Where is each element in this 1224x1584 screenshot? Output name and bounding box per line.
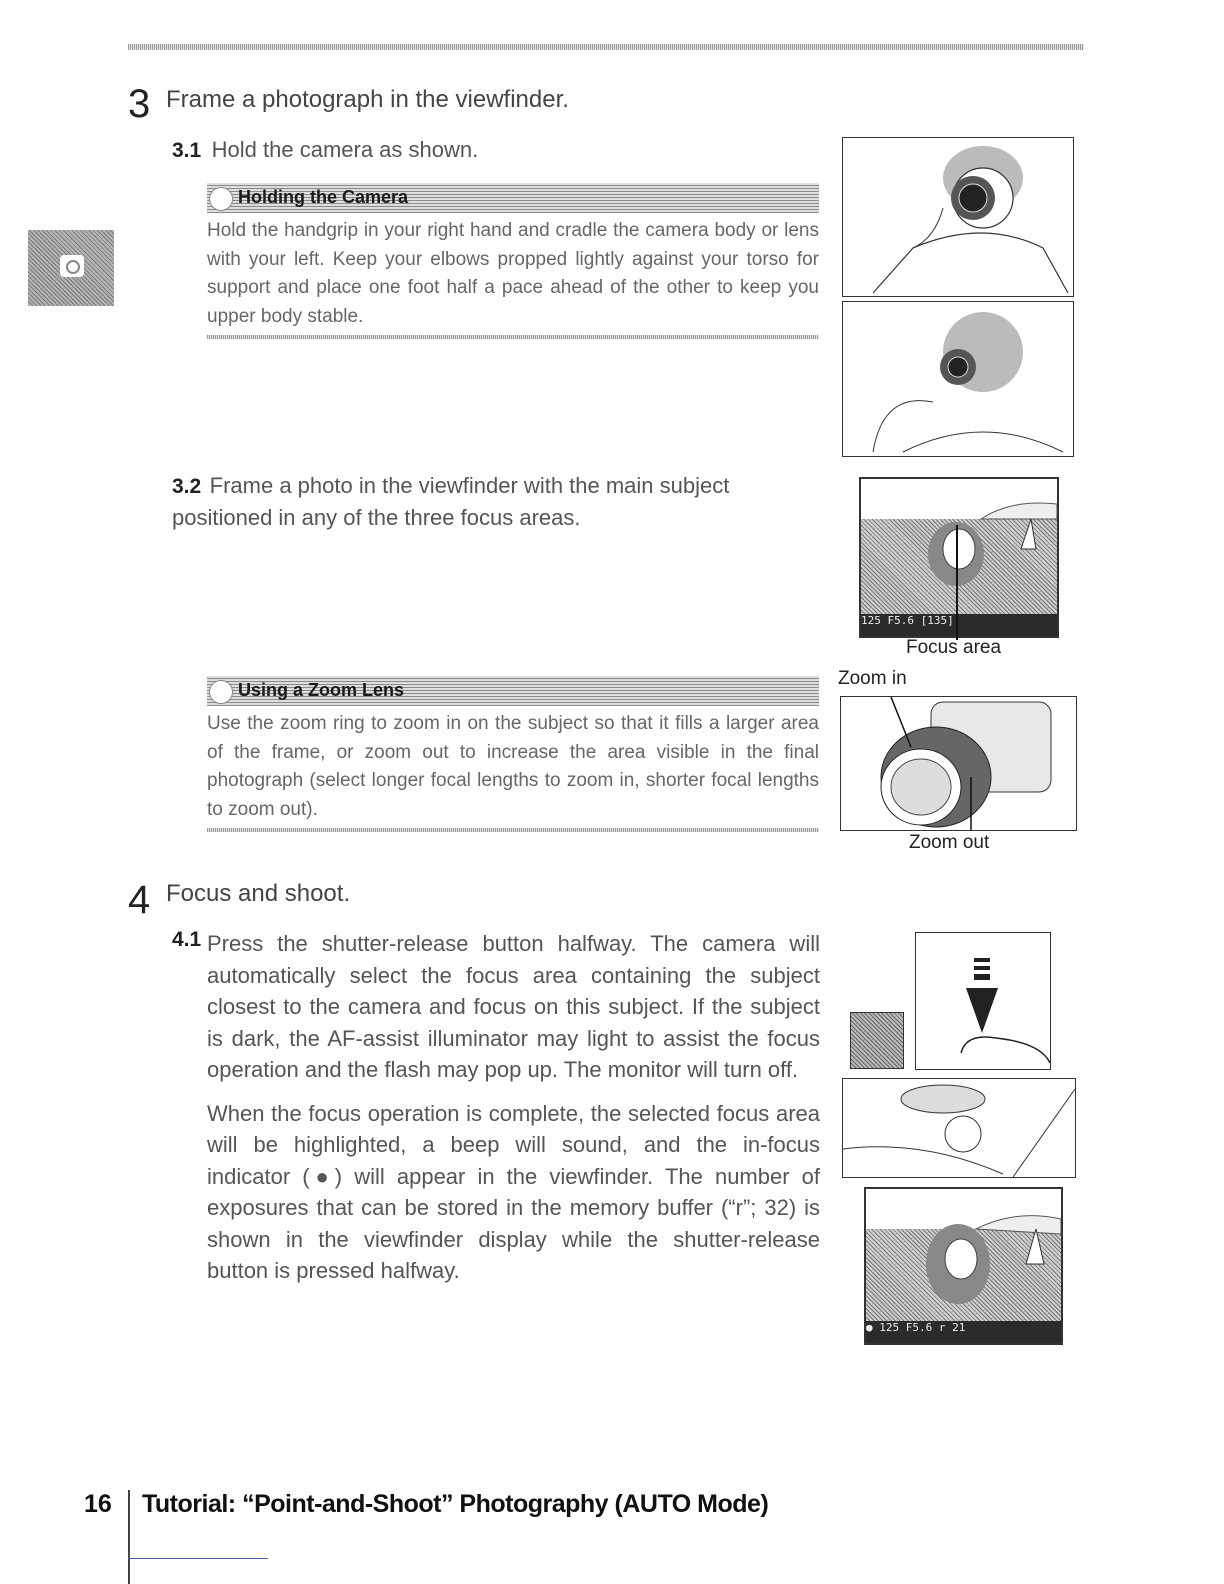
top-rule [128,44,1084,50]
note-title: Holding the Camera [238,187,409,207]
viewfinder-status-bar: 125 F5.6 [135] [861,614,1057,636]
substep-4-1 [172,928,820,1287]
note-header [207,676,819,706]
note-zoom-lens [207,676,819,832]
step-number: 4 [128,878,151,922]
substep-number: 3.2 [172,475,202,498]
note-holding-camera [207,183,819,339]
zoom-out-caption: Zoom out [909,832,990,853]
camera-top-illustration [842,1078,1076,1178]
step-title: Focus and shoot. [166,880,351,907]
mode-dial-illustration [843,1079,1075,1177]
step-number: 3 [128,82,151,126]
camera-lens-illustration [841,697,1076,830]
note-rule [207,335,819,339]
substep-text: Hold the camera as shown. [211,137,479,162]
note-title: Using a Zoom Lens [238,680,405,700]
substep-paragraph-2: When the focus operation is complete, the selected focus area will be highlighted, a beep will sound, and the in-focus indicator (●) will appear in the viewfinder. The number of exposures that can be stored in the memory buffer (“r”; 32) is shown in the viewfinder display while the shutter-release button is pressed halfway. [207,1100,820,1283]
substep-text: Frame a photo in the viewfinder with the main subject positioned in any of the three focus areas. [172,473,730,530]
substep-3-1 [172,134,478,166]
footer-divider [128,1490,130,1584]
viewfinder-scene-2 [866,1189,1061,1321]
note-body: Use the zoom ring to zoom in on the subject so that it fills a larger area of the frame, or zoom out to increase the area visible in the final photograph (select longer focal lengths to zoom in, shorter focal lengths to zoom out). [207,713,819,820]
viewfinder-illustration-2 [864,1187,1063,1345]
substep-number: 4.1 [172,928,202,951]
camera-top-mini-icon [850,1012,904,1069]
focus-area-pointer [956,525,958,640]
viewfinder-illustration-1 [859,477,1059,638]
zoom-in-caption: Zoom in [838,668,907,689]
substep-number: 3.1 [172,139,202,162]
substep-3-2 [172,470,820,533]
footer-rule [128,1558,268,1559]
holding-camera-illustration-2 [842,301,1074,457]
chapter-tab [28,230,114,306]
tip-icon [209,187,233,211]
page-number: 16 [84,1490,112,1518]
zoom-lens-illustration [840,696,1077,831]
person-photo-illustration [843,138,1073,296]
note-rule [207,828,819,832]
note-header [207,183,819,213]
note-body: Hold the handgrip in your right hand and cradle the camera body or lens with your left. Keep your elbows propped lightly against your torso for support and place one foot half a pace ahead of the other to keep you upper body stable. [207,220,819,327]
chapter-title: Tutorial: “Point-and-Shoot” Photography (AUTO Mode) [142,1490,769,1518]
viewfinder-scene [861,479,1057,614]
camera-icon [60,255,84,277]
substep-paragraph-1: Press the shutter-release button halfway. The camera will automatically select the focus area containing the subject closest to the camera and focus on this subject. If the subject is dark, the AF-assist illuminator may light to assist the focus operation and the flash may pop up. The monitor will turn off. [207,931,820,1082]
shutter-press-illustration [915,932,1051,1070]
press-arrow-illustration [916,933,1050,1069]
step-title: Frame a photograph in the viewfinder. [166,86,569,113]
person-photo-illustration-2 [843,302,1073,456]
viewfinder-status-bar: ● 125 F5.6 r 21 [866,1321,1061,1343]
focus-area-caption: Focus area [906,637,1002,658]
holding-camera-illustration-1 [842,137,1074,297]
tip-icon [209,680,233,704]
